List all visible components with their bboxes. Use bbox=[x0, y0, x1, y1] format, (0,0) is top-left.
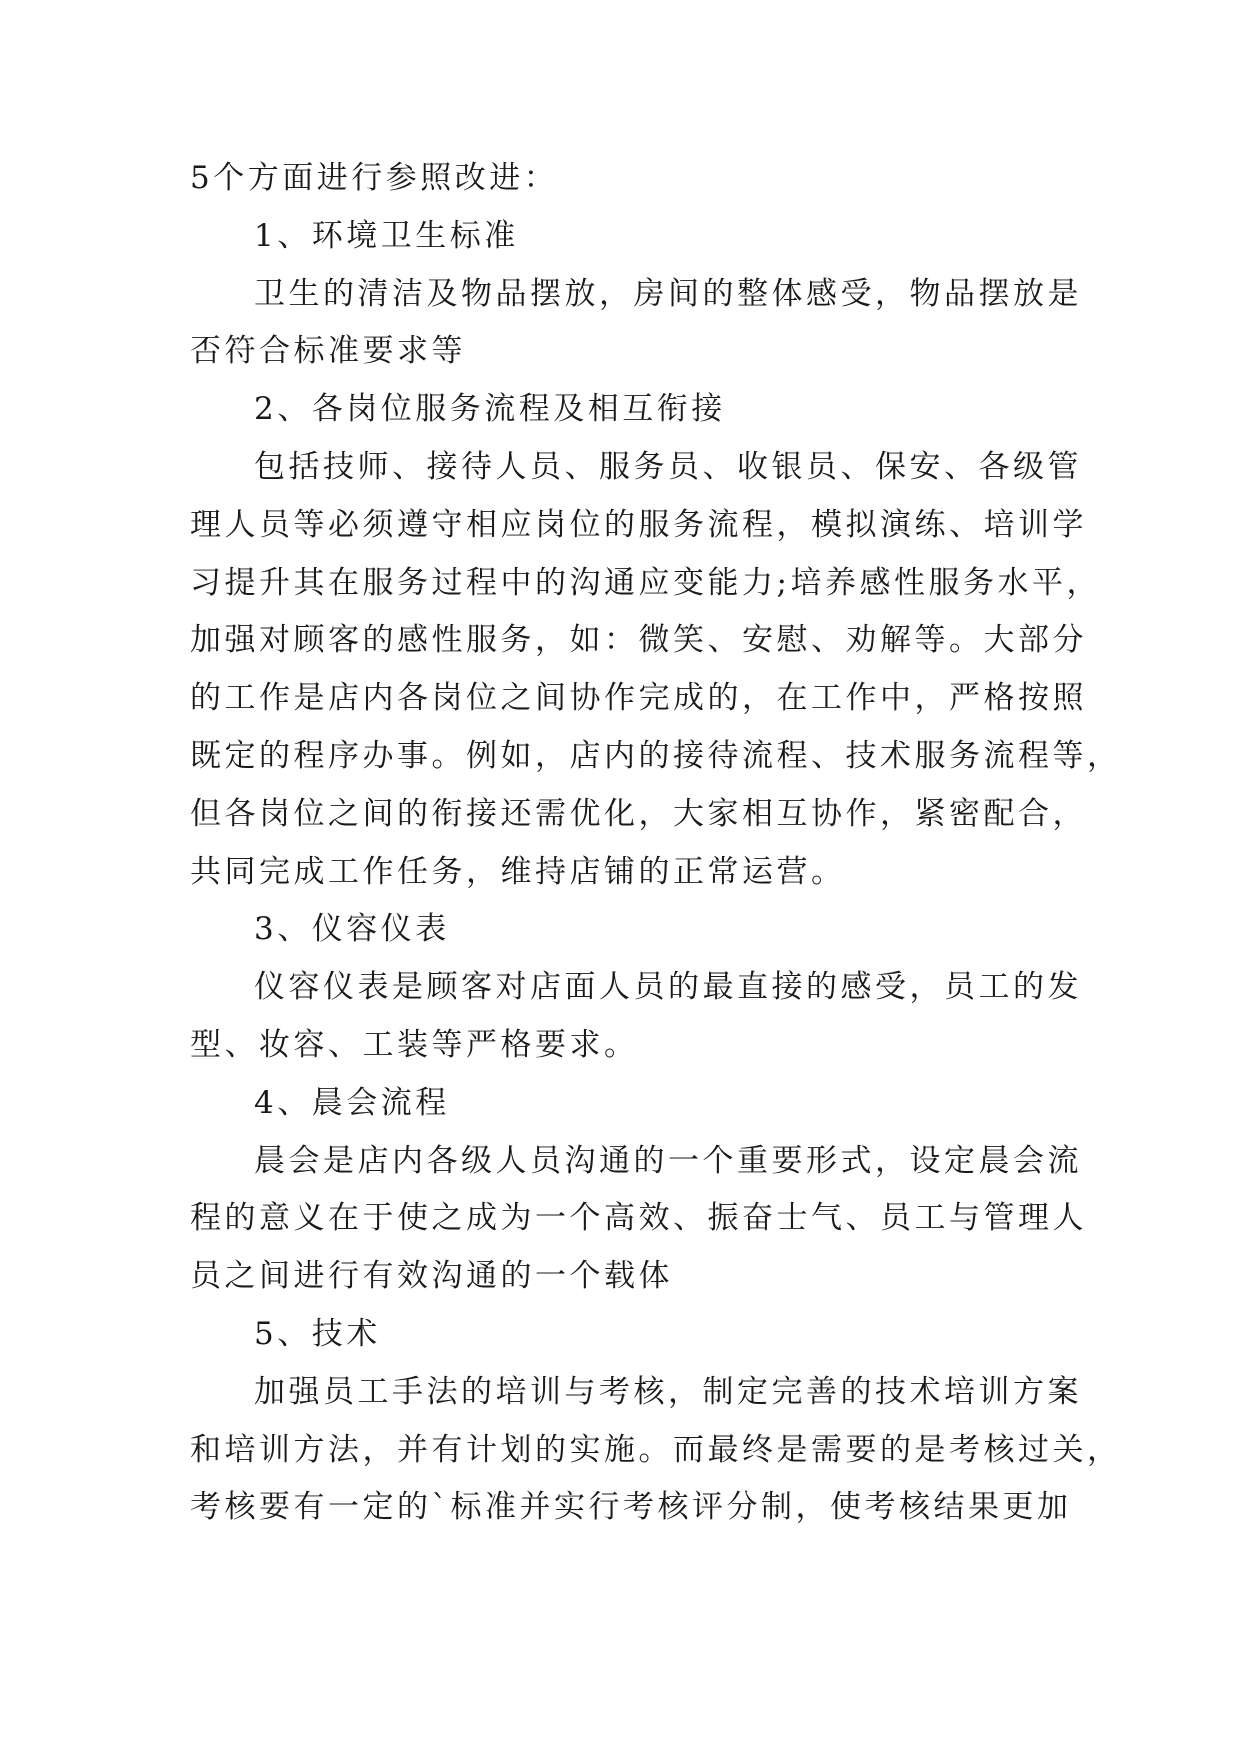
paragraph-line: 考核要有一定的`标准并实行考核评分制，使考核结果更加 bbox=[190, 1489, 1072, 1526]
paragraph-line: 型、妆容、工装等严格要求。 bbox=[190, 1026, 639, 1063]
section-heading-4: 4、晨会流程 bbox=[254, 1084, 450, 1121]
section-heading-1: 1、环境卫生标准 bbox=[254, 217, 519, 254]
paragraph-line: 和培训方法，并有计划的实施。而最终是需要的是考核过关， bbox=[190, 1431, 1122, 1468]
paragraph-line: 程的意义在于使之成为一个高效、振奋士气、员工与管理人 bbox=[190, 1200, 1087, 1237]
section-heading-2: 2、各岗位服务流程及相互衔接 bbox=[254, 391, 726, 428]
paragraph-line: 理人员等必须遵守相应岗位的服务流程，模拟演练、培训学 bbox=[190, 506, 1087, 543]
paragraph-line: 共同完成工作任务，维持店铺的正常运营。 bbox=[190, 853, 846, 890]
document-page bbox=[190, 150, 1122, 1537]
section-heading-3: 3、仪容仪表 bbox=[254, 911, 450, 948]
paragraph-line: 否符合标准要求等 bbox=[190, 333, 466, 370]
paragraph-line: 加强员工手法的培训与考核，制定完善的技术培训方案 bbox=[254, 1373, 1082, 1410]
body-line: 5个方面进行参照改进： bbox=[190, 160, 559, 196]
paragraph-line: 的工作是店内各岗位之间协作完成的，在工作中，严格按照 bbox=[190, 680, 1087, 717]
paragraph-line: 卫生的清洁及物品摆放，房间的整体感受，物品摆放是 bbox=[254, 275, 1082, 312]
paragraph-line: 包括技师、接待人员、服务员、收银员、保安、各级管 bbox=[254, 448, 1082, 485]
paragraph-line: 晨会是店内各级人员沟通的一个重要形式，设定晨会流 bbox=[254, 1142, 1082, 1179]
paragraph-line: 既定的程序办事。例如，店内的接待流程、技术服务流程等， bbox=[190, 737, 1122, 774]
paragraph-line: 但各岗位之间的衔接还需优化，大家相互协作，紧密配合， bbox=[190, 795, 1087, 832]
paragraph-line: 员之间进行有效沟通的一个载体 bbox=[190, 1258, 673, 1295]
paragraph-line: 仪容仪表是顾客对店面人员的最直接的感受，员工的发 bbox=[254, 969, 1082, 1006]
paragraph-line: 加强对顾客的感性服务，如：微笑、安慰、劝解等。大部分 bbox=[190, 622, 1087, 659]
paragraph-line: 习提升其在服务过程中的沟通应变能力;培养感性服务水平， bbox=[190, 564, 1101, 601]
section-heading-5: 5、技术 bbox=[254, 1315, 381, 1352]
